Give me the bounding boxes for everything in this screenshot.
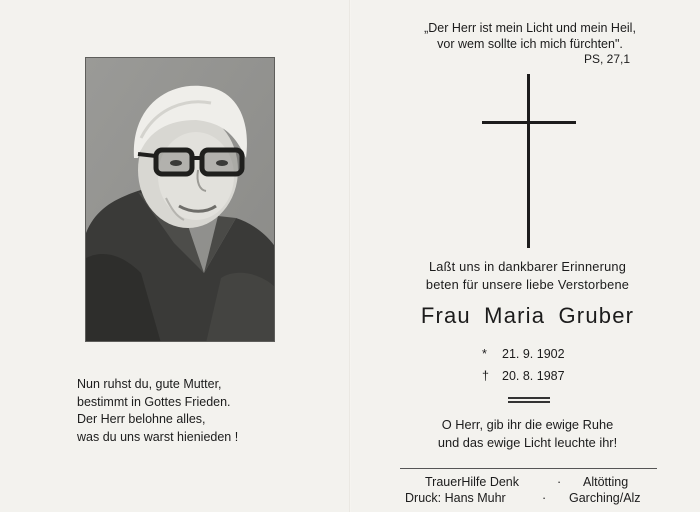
footer-separator: · [557,475,562,489]
death-date-row [482,365,565,387]
memorial-poem [77,376,337,446]
printer-footer [405,474,657,506]
footer-line [405,490,657,506]
closing-line: O Herr, gib ihr die ewige Ruhe [441,417,614,432]
death-date: 20. 8. 1987 [502,369,565,383]
quote-line: vor wem sollte ich mich fürchten". [437,37,623,51]
funeral-service-location: Altötting [583,475,629,489]
prayer-line: Laßt uns in dankbarer Erinnerung [428,259,627,274]
birth-symbol: * [482,347,487,361]
printer-location: Garching/Alz [569,491,641,505]
printer-name: Druck: Hans Muhr [405,491,506,505]
life-dates [482,343,565,387]
poem-line: bestimmt in Gottes Frieden. [77,394,231,409]
birth-date-row [482,343,565,365]
quote-line: „Der Herr ist mein Licht und mein Heil, [424,21,636,35]
closing-prayer [395,416,660,452]
death-symbol: † [482,369,489,383]
psalm-quote [390,20,670,52]
footer-divider [400,468,657,469]
footer-separator: · [542,491,547,505]
double-rule-divider [508,397,550,403]
deceased-name: Frau Maria Gruber [420,303,635,328]
quote-reference: PS, 27,1 [583,52,630,66]
card-fold [349,0,351,512]
latin-cross-icon [482,74,576,248]
prayer-line: beten für unsere liebe Verstorbene [425,276,630,292]
closing-line: und das ewige Licht leuchte ihr! [437,435,618,450]
poem-line: Der Herr belohne alles, [77,412,206,427]
footer-line [405,474,657,490]
birth-date: 21. 9. 1902 [502,347,565,361]
poem-line: was du uns warst hienieden ! [77,429,239,444]
prayer-text [395,258,660,293]
funeral-service-name: TrauerHilfe Denk [425,475,520,489]
poem-line: Nun ruhst du, gute Mutter, [77,377,222,391]
portrait-illustration [86,58,275,342]
portrait-photo [85,57,275,342]
